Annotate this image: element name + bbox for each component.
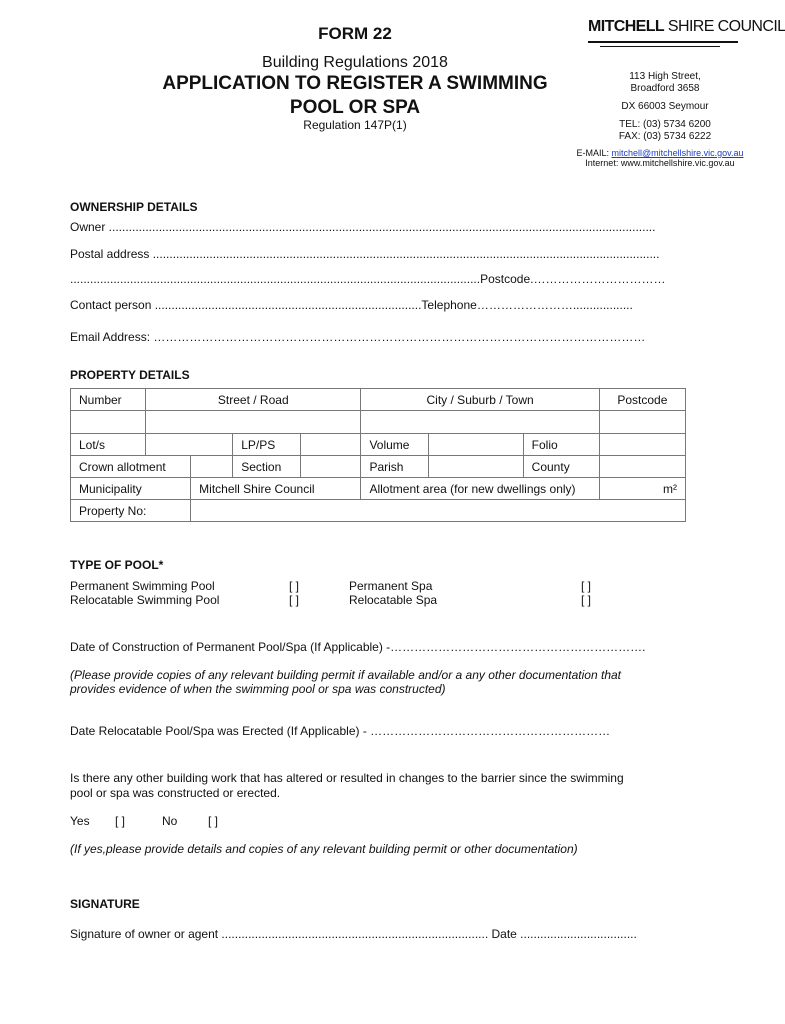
council-address-line2: Broadford 3658	[630, 83, 700, 94]
council-logo	[588, 18, 785, 40]
property-input-row	[71, 411, 686, 434]
barrier-note: (If yes,please provide details and copies of any relevant building permit or other documentation)	[70, 842, 578, 856]
lots-cell[interactable]	[146, 434, 233, 456]
council-internet: Internet: www.mitchellshire.vic.gov.au	[585, 158, 735, 168]
pool-checkboxes-left	[289, 579, 299, 607]
signature-heading: SIGNATURE	[70, 897, 140, 911]
barrier-question-line2: pool or spa was constructed or erected.	[70, 786, 281, 800]
number-header: Number	[71, 389, 146, 411]
relocatable-pool-label: Relocatable Swimming Pool	[70, 593, 220, 607]
county-cell[interactable]	[599, 456, 685, 478]
postcode-cell[interactable]	[599, 411, 685, 434]
relocatable-pool-checkbox[interactable]: [ ]	[289, 593, 300, 607]
municipality-value: Mitchell Shire Council	[191, 478, 361, 500]
logo-underline-thin	[600, 46, 720, 47]
section-label: Section	[233, 456, 301, 478]
council-logo-rest: SHIRE COUNCIL	[664, 18, 785, 35]
property-no-row	[71, 500, 686, 522]
m2-unit: m²	[663, 481, 677, 496]
section-cell[interactable]	[301, 456, 361, 478]
construction-date-field[interactable]: Date of Construction of Permanent Pool/Spa (If Applicable) -……………………………………………………….	[70, 640, 646, 654]
council-tel: TEL: (03) 5734 6200	[619, 119, 711, 130]
council-dx: DX 66003 Seymour	[621, 101, 709, 112]
signature-field[interactable]: Signature of owner or agent ................................................................................ Date ...................................	[70, 927, 637, 941]
postal-address-field[interactable]: Postal address ........................................................................................................................................................	[70, 247, 660, 261]
form-title-line2: POOL OR SPA	[289, 97, 421, 118]
crown-row	[71, 456, 686, 478]
postcode-header: Postcode	[599, 389, 685, 411]
no-label: No	[162, 814, 178, 828]
city-header: City / Suburb / Town	[361, 389, 599, 411]
logo-underline	[588, 41, 738, 43]
erected-date-field[interactable]: Date Relocatable Pool/Spa was Erected (If Applicable) - ……………………………………………………	[70, 724, 611, 738]
permanent-spa-checkbox[interactable]: [ ]	[581, 579, 592, 593]
council-email-link[interactable]: mitchell@mitchellshire.vic.gov.au	[611, 148, 744, 158]
folio-cell[interactable]	[599, 434, 685, 456]
property-heading: PROPERTY DETAILS	[70, 368, 190, 382]
volume-label: Volume	[361, 434, 428, 456]
municipality-label: Municipality	[71, 478, 191, 500]
pool-checkboxes-right	[581, 579, 591, 607]
council-logo-bold: MITCHELL	[588, 18, 665, 35]
pool-options-right	[349, 579, 437, 607]
form-title	[130, 72, 580, 120]
property-no-label: Property No:	[71, 500, 191, 522]
parish-label: Parish	[361, 456, 428, 478]
permanent-pool-checkbox[interactable]: [ ]	[289, 579, 300, 593]
permanent-spa-label: Permanent Spa	[349, 579, 433, 593]
owner-field[interactable]: Owner ....................................................................................................................................................................	[70, 220, 656, 234]
construction-note-line2: provides evidence of when the swimming pool or spa was constructed)	[70, 682, 446, 696]
parish-cell[interactable]	[428, 456, 523, 478]
lots-label: Lot/s	[71, 434, 146, 456]
allotment-area-cell[interactable]	[599, 478, 685, 500]
form-number: FORM 22	[318, 24, 392, 43]
lp-ps-label: LP/PS	[233, 434, 301, 456]
property-no-cell[interactable]	[191, 500, 686, 522]
form-subtitle: Building Regulations 2018	[262, 54, 448, 71]
permanent-pool-label: Permanent Swimming Pool	[70, 579, 215, 593]
council-address-line1: 113 High Street,	[629, 71, 701, 82]
contact-person-field[interactable]: Contact person ................................................................................Telephone……………………..................	[70, 298, 633, 312]
barrier-question-line1: Is there any other building work that has altered or resulted in changes to the barrier since the swimming	[70, 771, 624, 785]
crown-cell[interactable]	[191, 456, 233, 478]
property-table	[70, 388, 686, 522]
council-email-label: E-MAIL:	[576, 148, 612, 158]
crown-label: Crown allotment	[71, 456, 191, 478]
postcode-field[interactable]: ...........................................................................................................................Postcode.……………………………	[70, 272, 666, 286]
council-email	[560, 148, 760, 158]
street-cell[interactable]	[146, 411, 361, 434]
lp-ps-cell[interactable]	[301, 434, 361, 456]
relocatable-spa-label: Relocatable Spa	[349, 593, 438, 607]
allotment-area-label: Allotment area (for new dwellings only)	[361, 478, 599, 500]
council-fax: FAX: (03) 5734 6222	[618, 131, 712, 142]
volume-cell[interactable]	[428, 434, 523, 456]
yes-checkbox[interactable]: [ ]	[115, 814, 126, 828]
email-address-field[interactable]: Email Address: ……………………………………………………………………………………………………………	[70, 330, 646, 344]
municipality-row	[71, 478, 686, 500]
pool-type-heading: TYPE OF POOL*	[70, 558, 164, 572]
number-cell[interactable]	[71, 411, 146, 434]
yes-label: Yes	[70, 814, 90, 828]
form-title-line1: APPLICATION TO REGISTER A SWIMMING	[162, 73, 548, 94]
folio-label: Folio	[523, 434, 599, 456]
county-label: County	[523, 456, 599, 478]
relocatable-spa-checkbox[interactable]: [ ]	[581, 593, 592, 607]
lot-row	[71, 434, 686, 456]
ownership-heading: OWNERSHIP DETAILS	[70, 200, 198, 214]
regulation-ref: Regulation 147P(1)	[303, 118, 407, 132]
street-header: Street / Road	[146, 389, 361, 411]
construction-note-line1: (Please provide copies of any relevant building permit if available and/or a any other documentation that	[70, 668, 621, 682]
property-header-row	[71, 389, 686, 411]
construction-note	[70, 668, 688, 696]
no-checkbox[interactable]: [ ]	[208, 814, 219, 828]
pool-options-left	[70, 579, 219, 607]
city-cell[interactable]	[361, 411, 599, 434]
barrier-question	[70, 771, 688, 801]
